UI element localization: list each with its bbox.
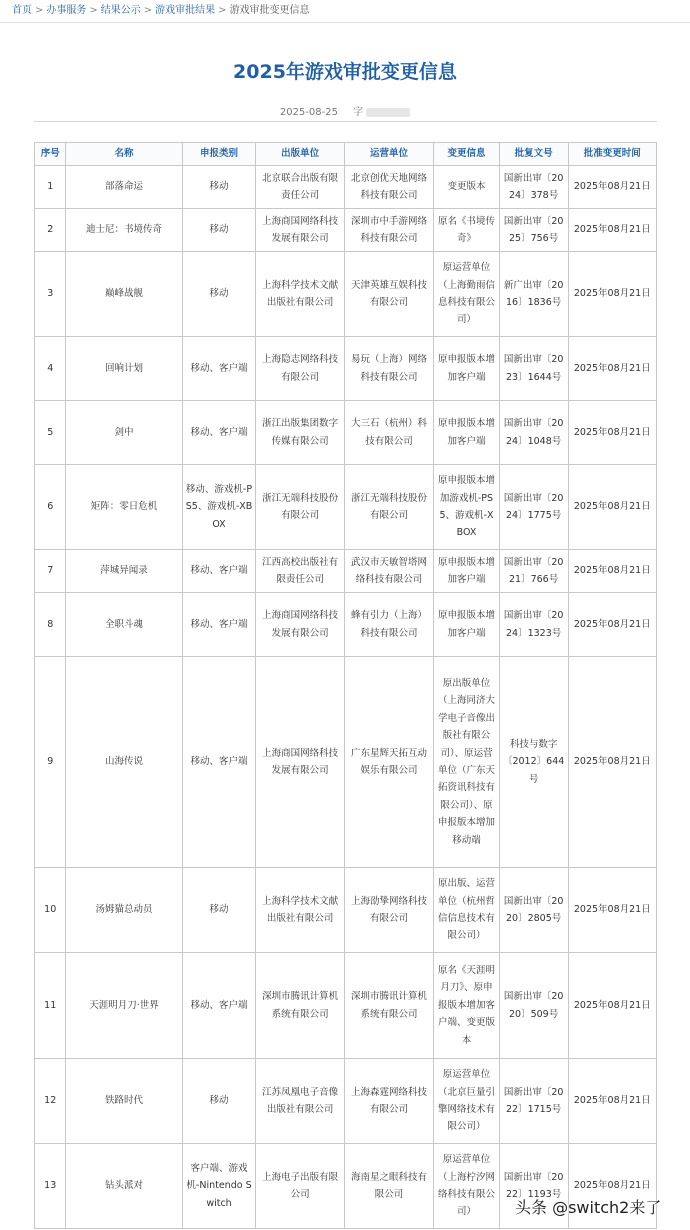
cell-change: 原申报版本增加客户端 (434, 550, 499, 593)
cell-approval: 国新出审〔2024〕378号 (499, 166, 568, 209)
table-row (35, 337, 657, 401)
cell-change: 原运营单位（上海勤雨信息科技有限公司） (434, 252, 499, 337)
table-row (35, 252, 657, 337)
header-operator: 运营单位 (344, 143, 434, 166)
breadcrumb-home[interactable]: 首页 (12, 5, 32, 16)
breadcrumb-current: 游戏审批变更信息 (229, 5, 310, 16)
cell-change: 原申报版本增加客户端 (434, 593, 499, 657)
cell-change: 原名《天涯明月刀》、原申报版本增加客户端、变更版本 (434, 953, 499, 1059)
cell-change: 原出版、运营单位（杭州哲信信息技术有限公司） (434, 868, 499, 953)
cell-no: 1 (35, 166, 66, 209)
cell-name: 迪士尼：书境传奇 (66, 209, 182, 252)
table-row (35, 593, 657, 657)
cell-name: 萍城异闻录 (66, 550, 182, 593)
breadcrumb-separator: > (35, 5, 44, 16)
breadcrumb-separator: > (143, 5, 153, 16)
cell-no: 4 (35, 337, 66, 401)
cell-type: 移动、客户端 (182, 953, 256, 1059)
table-row (35, 657, 657, 868)
cell-type: 移动 (182, 209, 256, 252)
breadcrumb-results[interactable]: 结果公示 (100, 5, 141, 16)
cell-name: 部落命运 (66, 166, 182, 209)
breadcrumb-separator: > (89, 5, 98, 16)
cell-no: 2 (35, 209, 66, 252)
cell-date: 2025年08月21日 (568, 401, 656, 465)
cell-type: 移动、客户端 (182, 657, 256, 868)
cell-type: 移动 (182, 868, 256, 953)
cell-operator: 易玩（上海）网络科技有限公司 (344, 337, 434, 401)
cell-type: 移动 (182, 166, 256, 209)
cell-date: 2025年08月21日 (568, 166, 656, 209)
cell-date: 2025年08月21日 (568, 550, 656, 593)
cell-operator: 深圳市腾讯计算机系统有限公司 (344, 953, 434, 1059)
cell-operator: 北京创优天地网络科技有限公司 (344, 166, 434, 209)
top-bar (0, 0, 690, 23)
cell-publisher: 江西高校出版社有限责任公司 (256, 550, 344, 593)
cell-name: 山海传说 (66, 657, 182, 868)
cell-date: 2025年08月21日 (568, 252, 656, 337)
cell-name: 钻头派对 (66, 1144, 182, 1229)
table-row (35, 401, 657, 465)
cell-type: 客户端、游戏机-Nintendo Switch (182, 1144, 256, 1229)
cell-date: 2025年08月21日 (568, 337, 656, 401)
cell-approval: 国新出审〔2022〕1193号 (499, 1144, 568, 1229)
cell-no: 11 (35, 953, 66, 1059)
cell-date: 2025年08月21日 (568, 868, 656, 953)
cell-no: 5 (35, 401, 66, 465)
cell-publisher: 浙江出版集团数字传媒有限公司 (256, 401, 344, 465)
cell-type: 移动 (182, 1059, 256, 1144)
cell-change: 原运营单位（北京巨量引擎网络技术有限公司） (434, 1059, 499, 1144)
cell-approval: 国新出审〔2022〕1715号 (499, 1059, 568, 1144)
cell-no: 3 (35, 252, 66, 337)
header-name: 名称 (66, 143, 182, 166)
cell-date: 2025年08月21日 (568, 953, 656, 1059)
page-title: 2025年游戏审批变更信息 (233, 61, 457, 83)
cell-date: 2025年08月21日 (568, 1144, 656, 1229)
table-row (35, 868, 657, 953)
cell-name: 铁路时代 (66, 1059, 182, 1144)
cell-name: 矩阵：零日危机 (66, 465, 182, 550)
cell-operator: 浙江无端科技股份有限公司 (344, 465, 434, 550)
header-approval: 批复文号 (499, 143, 568, 166)
cell-publisher: 上海商国网络科技发展有限公司 (256, 593, 344, 657)
cell-approval: 国新出审〔2024〕1775号 (499, 465, 568, 550)
cell-approval: 科技与数字〔2012〕644号 (499, 657, 568, 868)
cell-approval: 国新出审〔2020〕509号 (499, 953, 568, 1059)
cell-operator: 武汉市天敏智塔网络科技有限公司 (344, 550, 434, 593)
header-type: 申报类别 (182, 143, 256, 166)
article-meta (0, 103, 690, 118)
cell-change: 原申报版本增加客户端 (434, 401, 499, 465)
cell-no: 13 (35, 1144, 66, 1229)
cell-name: 天涯明月刀·世界 (66, 953, 182, 1059)
cell-approval: 国新出审〔2024〕1048号 (499, 401, 568, 465)
cell-date: 2025年08月21日 (568, 1059, 656, 1144)
cell-operator: 广东星辉天拓互动娱乐有限公司 (344, 657, 434, 868)
cell-operator: 蜂有引力（上海）科技有限公司 (344, 593, 434, 657)
table-row (35, 953, 657, 1059)
cell-type: 移动、客户端 (182, 337, 256, 401)
cell-operator: 大三石（杭州）科技有限公司 (344, 401, 434, 465)
cell-name: 回响计划 (66, 337, 182, 401)
header-publisher: 出版单位 (256, 143, 344, 166)
cell-change: 原名《书境传奇》 (434, 209, 499, 252)
cell-name: 剑中 (66, 401, 182, 465)
title-divider (34, 121, 657, 122)
cell-no: 12 (35, 1059, 66, 1144)
cell-approval: 国新出审〔2020〕2805号 (499, 868, 568, 953)
breadcrumb-game-approval[interactable]: 游戏审批结果 (155, 5, 216, 16)
cell-no: 8 (35, 593, 66, 657)
cell-publisher: 上海商国网络科技发展有限公司 (256, 209, 344, 252)
publish-date: 2025-08-25 (279, 107, 338, 118)
cell-publisher: 上海隐志网络科技有限公司 (256, 337, 344, 401)
cell-publisher: 江苏凤凰电子音像出版社有限公司 (256, 1059, 344, 1144)
breadcrumb-separator: > (218, 5, 227, 16)
table-header-row (35, 143, 657, 166)
cell-operator: 上海劭挚网络科技有限公司 (344, 868, 434, 953)
approval-table (34, 142, 657, 1229)
cell-publisher: 上海科学技术文献出版社有限公司 (256, 252, 344, 337)
cell-change: 原运营单位（上海柠汐网络科技有限公司） (434, 1144, 499, 1229)
cell-change: 原申报版本增加游戏机-PS5、游戏机-XBOX (434, 465, 499, 550)
header-date: 批准变更时间 (568, 143, 656, 166)
blurred-source (366, 108, 410, 117)
source-label: 字 (353, 107, 364, 118)
cell-no: 9 (35, 657, 66, 868)
watermark: 头条 @switch2来了 (515, 1198, 662, 1217)
cell-publisher: 北京联合出版有限责任公司 (256, 166, 344, 209)
cell-date: 2025年08月21日 (568, 465, 656, 550)
cell-type: 移动、客户端 (182, 593, 256, 657)
cell-name: 汤姆猫总动员 (66, 868, 182, 953)
cell-no: 7 (35, 550, 66, 593)
cell-approval: 国新出审〔2023〕1644号 (499, 337, 568, 401)
cell-date: 2025年08月21日 (568, 209, 656, 252)
table-row (35, 209, 657, 252)
cell-approval: 新广出审〔2016〕1836号 (499, 252, 568, 337)
cell-operator: 深圳市中手游网络科技有限公司 (344, 209, 434, 252)
cell-publisher: 上海电子出版有限公司 (256, 1144, 344, 1229)
table-row (35, 550, 657, 593)
cell-type: 移动、客户端 (182, 550, 256, 593)
cell-type: 移动、客户端 (182, 401, 256, 465)
cell-name: 巅峰战舰 (66, 252, 182, 337)
cell-type: 移动、游戏机-PS5、游戏机-XBOX (182, 465, 256, 550)
cell-change: 变更版本 (434, 166, 499, 209)
breadcrumb-services[interactable]: 办事服务 (46, 5, 87, 16)
cell-operator: 上海森霆网络科技有限公司 (344, 1059, 434, 1144)
table-row (35, 166, 657, 209)
cell-publisher: 浙江无端科技股份有限公司 (256, 465, 344, 550)
cell-operator: 海南星之眼科技有限公司 (344, 1144, 434, 1229)
table-row (35, 1059, 657, 1144)
cell-approval: 国新出审〔2024〕1323号 (499, 593, 568, 657)
cell-date: 2025年08月21日 (568, 593, 656, 657)
cell-date: 2025年08月21日 (568, 657, 656, 868)
cell-publisher: 深圳市腾讯计算机系统有限公司 (256, 953, 344, 1059)
cell-publisher: 上海科学技术文献出版社有限公司 (256, 868, 344, 953)
cell-change: 原出版单位（上海同济大学电子音像出版社有限公司）、原运营单位（广东天拓资讯科技有限公司）、原申报版本增加移动端 (434, 657, 499, 868)
cell-approval: 国新出审〔2021〕766号 (499, 550, 568, 593)
table-row (35, 465, 657, 550)
cell-name: 全职斗魂 (66, 593, 182, 657)
header-no: 序号 (35, 143, 66, 166)
table-body (35, 166, 657, 1229)
cell-publisher: 上海商国网络科技发展有限公司 (256, 657, 344, 868)
cell-approval: 国新出审〔2025〕756号 (499, 209, 568, 252)
cell-no: 10 (35, 868, 66, 953)
breadcrumb (12, 0, 310, 22)
cell-no: 6 (35, 465, 66, 550)
header-change: 变更信息 (434, 143, 499, 166)
cell-type: 移动 (182, 252, 256, 337)
cell-operator: 天津英雄互娱科技有限公司 (344, 252, 434, 337)
cell-change: 原申报版本增加客户端 (434, 337, 499, 401)
